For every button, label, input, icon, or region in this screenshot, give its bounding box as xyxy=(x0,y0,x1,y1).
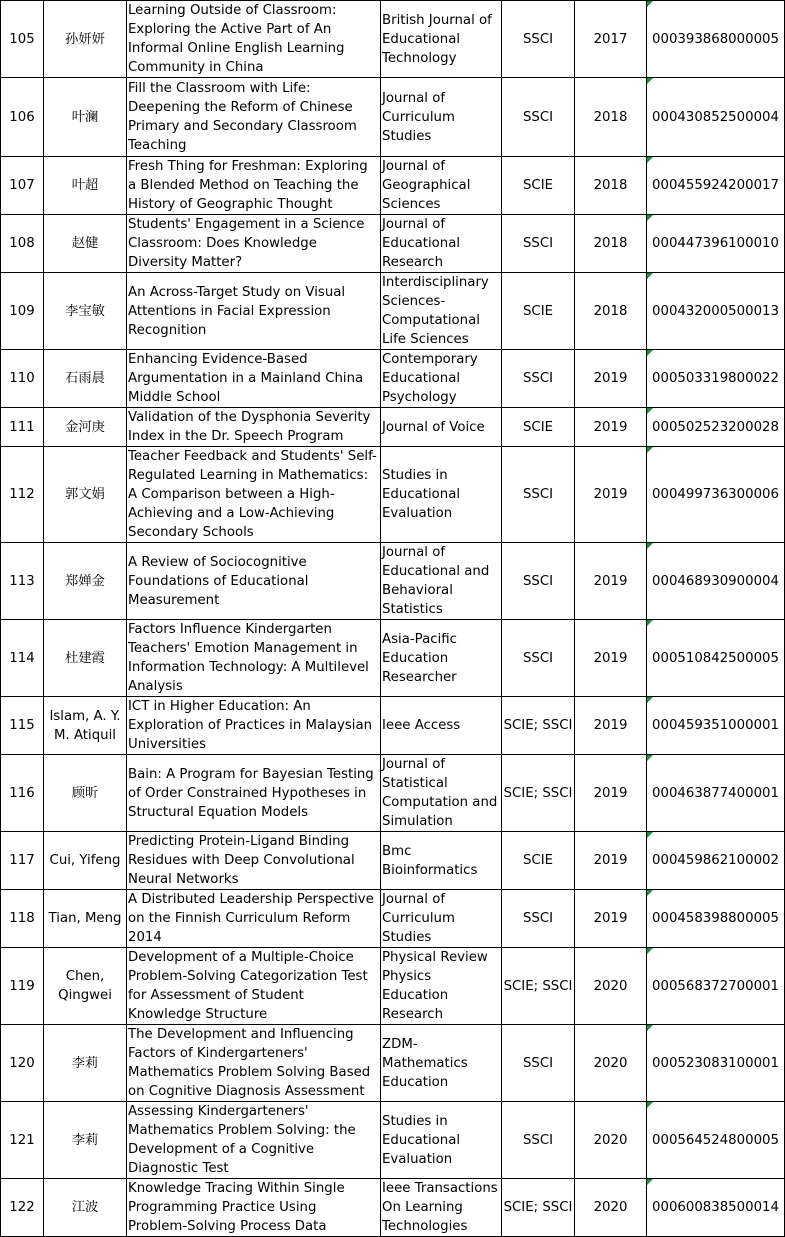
index-cell: SCIE xyxy=(502,157,575,215)
author-cell: 顾昕 xyxy=(44,755,127,832)
year-cell: 2019 xyxy=(575,447,647,543)
title-cell: ICT in Higher Education: An Exploration of Practices in Malaysian Universities xyxy=(127,697,381,755)
title-cell: Validation of the Dysphonia Severity Index in the Dr. Speech Program xyxy=(127,408,381,447)
title-cell: Teacher Feedback and Students' Self-Regulated Learning in Mathematics: A Comparison between a High-Achieving and a Low-Achieving Secondary Schools xyxy=(127,447,381,543)
author-cell: Chen, Qingwei xyxy=(44,948,127,1025)
journal-cell: Asia-Pacific Education Researcher xyxy=(381,620,502,697)
title-cell: Bain: A Program for Bayesian Testing of Order Constrained Hypotheses in Structural Equation Models xyxy=(127,755,381,832)
author-cell: 江波 xyxy=(44,1179,127,1237)
title-cell: Knowledge Tracing Within Single Programming Practice Using Problem-Solving Process Data xyxy=(127,1179,381,1237)
index-cell: SCIE; SSCI xyxy=(502,948,575,1025)
index-cell: SSCI xyxy=(502,215,575,273)
row-number-cell: 119 xyxy=(1,948,44,1025)
journal-cell: Journal of Educational and Behavioral Statistics xyxy=(381,543,502,620)
table-row xyxy=(1,447,785,543)
row-number-cell: 111 xyxy=(1,408,44,447)
journal-cell: Studies in Educational Evaluation xyxy=(381,447,502,543)
table-row xyxy=(1,157,785,215)
publication-table-body xyxy=(1,1,785,1237)
accession-cell: 000564524800005 xyxy=(647,1102,785,1179)
row-number-cell: 122 xyxy=(1,1179,44,1237)
row-number-cell: 108 xyxy=(1,215,44,273)
accession-cell: 000447396100010 xyxy=(647,215,785,273)
table-row xyxy=(1,1,785,78)
index-cell: SSCI xyxy=(502,350,575,408)
index-cell: SCIE xyxy=(502,832,575,890)
table-row xyxy=(1,697,785,755)
title-cell: The Development and Influencing Factors of Kindergarteners' Mathematics Problem Solving Based on Cognitive Diagnosis Assessment xyxy=(127,1025,381,1102)
accession-cell: 000568372700001 xyxy=(647,948,785,1025)
accession-cell: 000510842500005 xyxy=(647,620,785,697)
table-row xyxy=(1,620,785,697)
table-row xyxy=(1,408,785,447)
author-cell: 金河庚 xyxy=(44,408,127,447)
year-cell: 2020 xyxy=(575,1102,647,1179)
author-cell: Tian, Meng xyxy=(44,890,127,948)
row-number-cell: 105 xyxy=(1,1,44,78)
journal-cell: ZDM-Mathematics Education xyxy=(381,1025,502,1102)
author-cell: 叶超 xyxy=(44,157,127,215)
journal-cell: Contemporary Educational Psychology xyxy=(381,350,502,408)
accession-cell: 000459351000001 xyxy=(647,697,785,755)
journal-cell: Bmc Bioinformatics xyxy=(381,832,502,890)
index-cell: SSCI xyxy=(502,1,575,78)
accession-cell: 000523083100001 xyxy=(647,1025,785,1102)
accession-cell: 000430852500004 xyxy=(647,78,785,157)
table-row xyxy=(1,78,785,157)
year-cell: 2019 xyxy=(575,620,647,697)
journal-cell: British Journal of Educational Technology xyxy=(381,1,502,78)
year-cell: 2020 xyxy=(575,1179,647,1237)
index-cell: SSCI xyxy=(502,1102,575,1179)
index-cell: SSCI xyxy=(502,447,575,543)
accession-cell: 000459862100002 xyxy=(647,832,785,890)
index-cell: SSCI xyxy=(502,890,575,948)
year-cell: 2018 xyxy=(575,215,647,273)
table-row xyxy=(1,755,785,832)
year-cell: 2017 xyxy=(575,1,647,78)
accession-cell: 000393868000005 xyxy=(647,1,785,78)
index-cell: SCIE; SSCI xyxy=(502,755,575,832)
accession-cell: 000600838500014 xyxy=(647,1179,785,1237)
author-cell: 李宝敏 xyxy=(44,273,127,350)
year-cell: 2020 xyxy=(575,1025,647,1102)
title-cell: Learning Outside of Classroom: Exploring the Active Part of An Informal Online English Learning Community in China xyxy=(127,1,381,78)
title-cell: Predicting Protein-Ligand Binding Residues with Deep Convolutional Neural Networks xyxy=(127,832,381,890)
author-cell: 叶澜 xyxy=(44,78,127,157)
index-cell: SSCI xyxy=(502,543,575,620)
row-number-cell: 113 xyxy=(1,543,44,620)
table-row xyxy=(1,1179,785,1237)
year-cell: 2019 xyxy=(575,543,647,620)
journal-cell: Physical Review Physics Education Research xyxy=(381,948,502,1025)
author-cell: 石雨晨 xyxy=(44,350,127,408)
year-cell: 2019 xyxy=(575,832,647,890)
accession-cell: 000503319800022 xyxy=(647,350,785,408)
year-cell: 2019 xyxy=(575,408,647,447)
index-cell: SSCI xyxy=(502,1025,575,1102)
author-cell: 李莉 xyxy=(44,1102,127,1179)
row-number-cell: 116 xyxy=(1,755,44,832)
author-cell: 赵健 xyxy=(44,215,127,273)
row-number-cell: 109 xyxy=(1,273,44,350)
year-cell: 2018 xyxy=(575,78,647,157)
row-number-cell: 110 xyxy=(1,350,44,408)
table-row xyxy=(1,948,785,1025)
row-number-cell: 117 xyxy=(1,832,44,890)
row-number-cell: 120 xyxy=(1,1025,44,1102)
year-cell: 2019 xyxy=(575,350,647,408)
accession-cell: 000455924200017 xyxy=(647,157,785,215)
table-row xyxy=(1,890,785,948)
author-cell: 郑婵金 xyxy=(44,543,127,620)
year-cell: 2019 xyxy=(575,697,647,755)
index-cell: SSCI xyxy=(502,620,575,697)
journal-cell: Ieee Transactions On Learning Technologies xyxy=(381,1179,502,1237)
table-row xyxy=(1,543,785,620)
table-row xyxy=(1,832,785,890)
accession-cell: 000502523200028 xyxy=(647,408,785,447)
title-cell: Students' Engagement in a Science Classroom: Does Knowledge Diversity Matter? xyxy=(127,215,381,273)
year-cell: 2018 xyxy=(575,273,647,350)
table-row xyxy=(1,350,785,408)
row-number-cell: 106 xyxy=(1,78,44,157)
journal-cell: Studies in Educational Evaluation xyxy=(381,1102,502,1179)
year-cell: 2020 xyxy=(575,948,647,1025)
author-cell: 孙妍妍 xyxy=(44,1,127,78)
year-cell: 2018 xyxy=(575,157,647,215)
table-row xyxy=(1,1025,785,1102)
author-cell: Islam, A. Y. M. Atiquil xyxy=(44,697,127,755)
row-number-cell: 121 xyxy=(1,1102,44,1179)
title-cell: A Review of Sociocognitive Foundations of Educational Measurement xyxy=(127,543,381,620)
row-number-cell: 118 xyxy=(1,890,44,948)
journal-cell: Journal of Geographical Sciences xyxy=(381,157,502,215)
table-row xyxy=(1,1102,785,1179)
journal-cell: Interdisciplinary Sciences-Computational Life Sciences xyxy=(381,273,502,350)
journal-cell: Ieee Access xyxy=(381,697,502,755)
year-cell: 2019 xyxy=(575,890,647,948)
title-cell: Assessing Kindergarteners' Mathematics Problem Solving: the Development of a Cognitive Diagnostic Test xyxy=(127,1102,381,1179)
table-row xyxy=(1,215,785,273)
accession-cell: 000463877400001 xyxy=(647,755,785,832)
index-cell: SCIE; SSCI xyxy=(502,697,575,755)
title-cell: Enhancing Evidence-Based Argumentation in a Mainland China Middle School xyxy=(127,350,381,408)
row-number-cell: 114 xyxy=(1,620,44,697)
accession-cell: 000458398800005 xyxy=(647,890,785,948)
author-cell: 李莉 xyxy=(44,1025,127,1102)
table-row xyxy=(1,273,785,350)
row-number-cell: 112 xyxy=(1,447,44,543)
title-cell: Fill the Classroom with Life: Deepening the Reform of Chinese Primary and Secondary Classroom Teaching xyxy=(127,78,381,157)
author-cell: 郭文娟 xyxy=(44,447,127,543)
journal-cell: Journal of Voice xyxy=(381,408,502,447)
journal-cell: Journal of Curriculum Studies xyxy=(381,890,502,948)
journal-cell: Journal of Educational Research xyxy=(381,215,502,273)
author-cell: 杜建霞 xyxy=(44,620,127,697)
title-cell: Development of a Multiple-Choice Problem-Solving Categorization Test for Assessment of Student Knowledge Structure xyxy=(127,948,381,1025)
author-cell: Cui, Yifeng xyxy=(44,832,127,890)
index-cell: SCIE xyxy=(502,408,575,447)
year-cell: 2019 xyxy=(575,755,647,832)
journal-cell: Journal of Curriculum Studies xyxy=(381,78,502,157)
journal-cell: Journal of Statistical Computation and Simulation xyxy=(381,755,502,832)
title-cell: Factors Influence Kindergarten Teachers' Emotion Management in Information Technology: A Multilevel Analysis xyxy=(127,620,381,697)
accession-cell: 000499736300006 xyxy=(647,447,785,543)
row-number-cell: 115 xyxy=(1,697,44,755)
title-cell: An Across-Target Study on Visual Attentions in Facial Expression Recognition xyxy=(127,273,381,350)
accession-cell: 000468930900004 xyxy=(647,543,785,620)
index-cell: SSCI xyxy=(502,78,575,157)
accession-cell: 000432000500013 xyxy=(647,273,785,350)
title-cell: A Distributed Leadership Perspective on the Finnish Curriculum Reform 2014 xyxy=(127,890,381,948)
index-cell: SCIE; SSCI xyxy=(502,1179,575,1237)
row-number-cell: 107 xyxy=(1,157,44,215)
title-cell: Fresh Thing for Freshman: Exploring a Blended Method on Teaching the History of Geographic Thought xyxy=(127,157,381,215)
index-cell: SCIE xyxy=(502,273,575,350)
